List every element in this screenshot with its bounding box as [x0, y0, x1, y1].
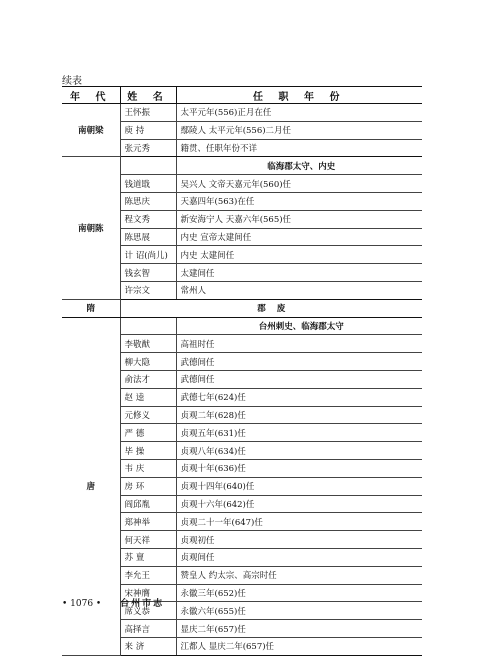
name-cell: 赵 逵 — [120, 388, 176, 406]
office-cell: 内史 太建间任 — [176, 246, 422, 264]
name-cell: 许宗文 — [120, 281, 176, 299]
office-cell: 贞观二十一年(647)任 — [176, 513, 422, 531]
page-number: • 1076 • — [62, 599, 102, 609]
office-cell: 赞皇人 约太宗、高宗时任 — [176, 566, 422, 584]
table-body — [62, 104, 422, 656]
office-cell: 贞观二年(628)任 — [176, 406, 422, 424]
office-subheading: 台州刺史、临海郡太守 — [176, 317, 422, 335]
name-cell: 元修义 — [120, 406, 176, 424]
office-cell: 永徽三年(652)任 — [176, 584, 422, 602]
name-cell: 钱玄智 — [120, 264, 176, 282]
era-cell: 南朝陈 — [62, 157, 120, 299]
office-subheading: 临海郡太守、内史 — [176, 157, 422, 175]
page-footer — [62, 596, 164, 609]
name-cell: 李允王 — [120, 566, 176, 584]
office-cell: 武德间任 — [176, 353, 422, 371]
name-cell — [120, 317, 176, 335]
office-cell: 贞观十年(636)任 — [176, 459, 422, 477]
book-title: 台州市志 — [120, 599, 165, 609]
name-cell: 陈思庆 — [120, 192, 176, 210]
table-row — [62, 104, 422, 122]
office-cell: 天嘉四年(563)在任 — [176, 192, 422, 210]
office-cell: 江都人 显庆二年(657)任 — [176, 637, 422, 655]
era-cell: 唐 — [62, 317, 120, 655]
name-cell: 韦 庆 — [120, 459, 176, 477]
name-cell: 阎邱胤 — [120, 495, 176, 513]
table-row — [62, 157, 422, 175]
name-cell: 苏 亶 — [120, 548, 176, 566]
header-office: 任 职 年 份 — [176, 87, 422, 104]
continued-label: 续表 — [62, 76, 82, 87]
office-cell: 太建间任 — [176, 264, 422, 282]
era-cell: 隋 — [62, 299, 120, 317]
office-cell: 武德七年(624)任 — [176, 388, 422, 406]
office-cell: 永徽六年(655)任 — [176, 602, 422, 620]
abolished-note: 郡 废 — [120, 299, 422, 317]
name-cell: 房 环 — [120, 477, 176, 495]
name-cell: 陈思展 — [120, 228, 176, 246]
office-cell: 贞观初任 — [176, 531, 422, 549]
office-cell: 高祖时任 — [176, 335, 422, 353]
table-row — [62, 299, 422, 317]
name-cell: 程文秀 — [120, 210, 176, 228]
name-cell — [120, 157, 176, 175]
officials-table — [62, 86, 422, 656]
office-cell: 新安海宁人 天嘉六年(565)任 — [176, 210, 422, 228]
office-cell: 贞观五年(631)任 — [176, 424, 422, 442]
name-cell: 严 德 — [120, 424, 176, 442]
name-cell: 席义恭 — [120, 602, 176, 620]
table-row — [62, 317, 422, 335]
name-cell: 俞法才 — [120, 370, 176, 388]
name-cell: 来 济 — [120, 637, 176, 655]
name-cell: 庾 持 — [120, 121, 176, 139]
name-cell: 毕 操 — [120, 442, 176, 460]
office-cell: 贞观八年(634)任 — [176, 442, 422, 460]
office-cell: 常州人 — [176, 281, 422, 299]
name-cell: 张元秀 — [120, 139, 176, 157]
name-cell: 李敬猷 — [120, 335, 176, 353]
office-cell: 籍贯、任职年份不详 — [176, 139, 422, 157]
name-cell: 钱道戢 — [120, 175, 176, 193]
name-cell: 柳大隐 — [120, 353, 176, 371]
office-cell: 贞观十四年(640)任 — [176, 477, 422, 495]
office-cell: 武德间任 — [176, 370, 422, 388]
name-cell: 宋神膺 — [120, 584, 176, 602]
name-cell: 王怀振 — [120, 104, 176, 122]
office-cell: 显庆二年(657)任 — [176, 620, 422, 638]
office-cell: 太平元年(556)正月在任 — [176, 104, 422, 122]
name-cell: 高择言 — [120, 620, 176, 638]
office-cell: 鄢陵人 太平元年(556)二月任 — [176, 121, 422, 139]
name-cell: 何天祥 — [120, 531, 176, 549]
office-cell: 贞观十六年(642)任 — [176, 495, 422, 513]
office-cell: 内史 宣帝太建间任 — [176, 228, 422, 246]
name-cell: 郑神举 — [120, 513, 176, 531]
name-cell: 计 诏(尚儿) — [120, 246, 176, 264]
era-cell: 南朝梁 — [62, 104, 120, 157]
office-cell: 吴兴人 文帝天嘉元年(560)任 — [176, 175, 422, 193]
table-header-row — [62, 87, 422, 104]
header-name: 姓 名 — [120, 87, 176, 104]
office-cell: 贞观间任 — [176, 548, 422, 566]
header-era: 年 代 — [62, 87, 120, 104]
